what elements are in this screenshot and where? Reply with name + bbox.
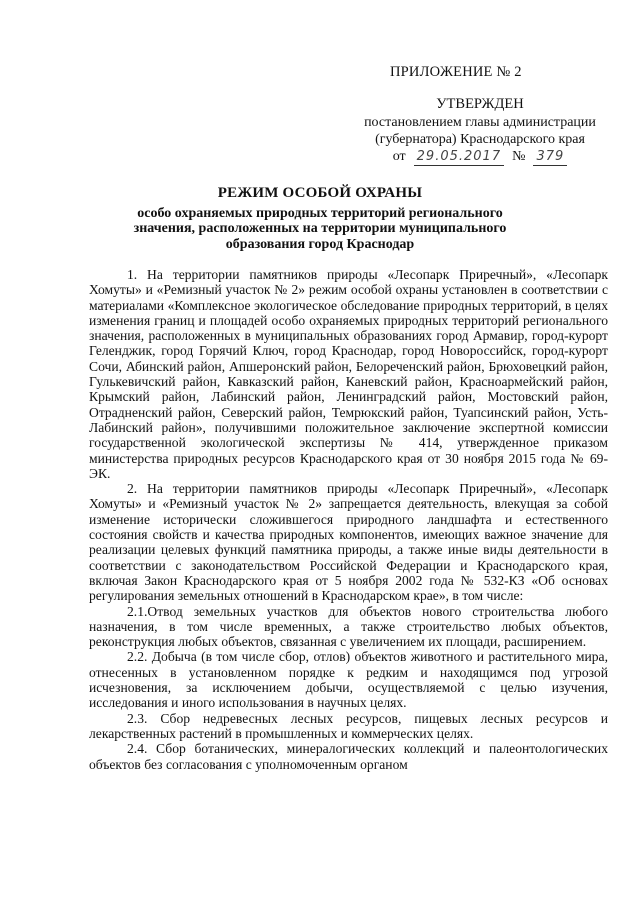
date-prefix: от — [392, 149, 406, 164]
paragraph-2: 2. На территории памятников природы «Лесопарк Приречный», «Лесопарк Хомуты» и «Ремизный участок № 2» запрещается деятельность, влекущая за собой изменение исторически сложившегося природного ландшафта и естественного состояния свойств и качества природных компонентов, имеющих важное значение для реализации целевых функций памятника природы, а также иные виды деятельности в соответствии с законодательством Российской Федерации и Краснодарского края, включая Закон Краснодарского края от 5 ноября 2002 года № 532-КЗ «Об основах регулирования земельных отношений в Краснодарском крае», в том числе: — [89, 481, 608, 604]
number-prefix: № — [512, 149, 526, 164]
appendix-label: ПРИЛОЖЕНИЕ № 2 — [390, 64, 522, 80]
handwritten-date: 29.05.2017 — [414, 148, 504, 166]
document-body — [89, 267, 608, 772]
document-title — [100, 186, 540, 252]
approved-line-2: (губернатора) Краснодарского края — [375, 132, 585, 147]
approved-line-1: постановлением главы администрации — [364, 115, 596, 130]
paragraph-2-3: 2.3. Сбор недревесных лесных ресурсов, пищевых лесных ресурсов и лекарственных растений в промышленных и коммерческих целях. — [89, 710, 608, 741]
paragraph-1: 1. На территории памятников природы «Лесопарк Приречный», «Лесопарк Хомуты» и «Ремизный участок № 2» режим особой охраны установлен в соответствии с материалами «Комплексное экологическое обследование природных территорий, в целях изменения границ и площадей особо охраняемых природных территорий регионального значения, расположенных в муниципальных образованиях город Армавир, город-курорт Геленджик, город Горячий Ключ, город Краснодар, город Новороссийск, город-курорт Сочи, Абинский район, Апшеронский район, Белореченский район, Брюховецкий район, Гулькевичский район, Кавказский район, Каневский район, Красноармейский район, Крымский район, Лабинский район, Ленинградский район, Мостовский район, Отрадненский район, Северский район, Темрюкский район, Туапсинский район, Усть-Лабинский район», получившими положительное заключение экспертной комиссии государственной экологической экспертизы № 414, утвержденное приказом министерства природных ресурсов Краснодарского края от 30 ноября 2015 года № 69-ЭК. — [89, 267, 608, 481]
title-main: РЕЖИМ ОСОБОЙ ОХРАНЫ — [217, 185, 423, 201]
approved-title: УТВЕРЖДЕН — [436, 96, 524, 112]
date-number-line — [355, 148, 605, 166]
title-line-3: образования город Краснодар — [225, 236, 415, 252]
title-line-1: особо охраняемых природных территорий регионального — [137, 205, 503, 221]
approval-block — [355, 96, 605, 166]
paragraph-2-1: 2.1.Отвод земельных участков для объектов нового строительства любого назначения, в том числе временных, а также строительство любых объектов, реконструкция любых объектов, связанная с увеличением их площади, расширением. — [89, 603, 608, 650]
paragraph-2-4: 2.4. Сбор ботанических, минералогических коллекций и палеонтологических объектов без согласования с уполномоченным органом — [89, 741, 608, 772]
paragraph-2-2: 2.2. Добыча (в том числе сбор, отлов) объектов животного и растительного мира, отнесенных в установленном порядке к редким и находящимся под угрозой исчезновения, за исключением добычи, осуществляемой с целью изучения, исследования и иного использования в научных целях. — [89, 649, 608, 711]
handwritten-number: 379 — [533, 148, 567, 166]
title-line-2: значения, расположенных на территории муниципального — [133, 221, 507, 236]
